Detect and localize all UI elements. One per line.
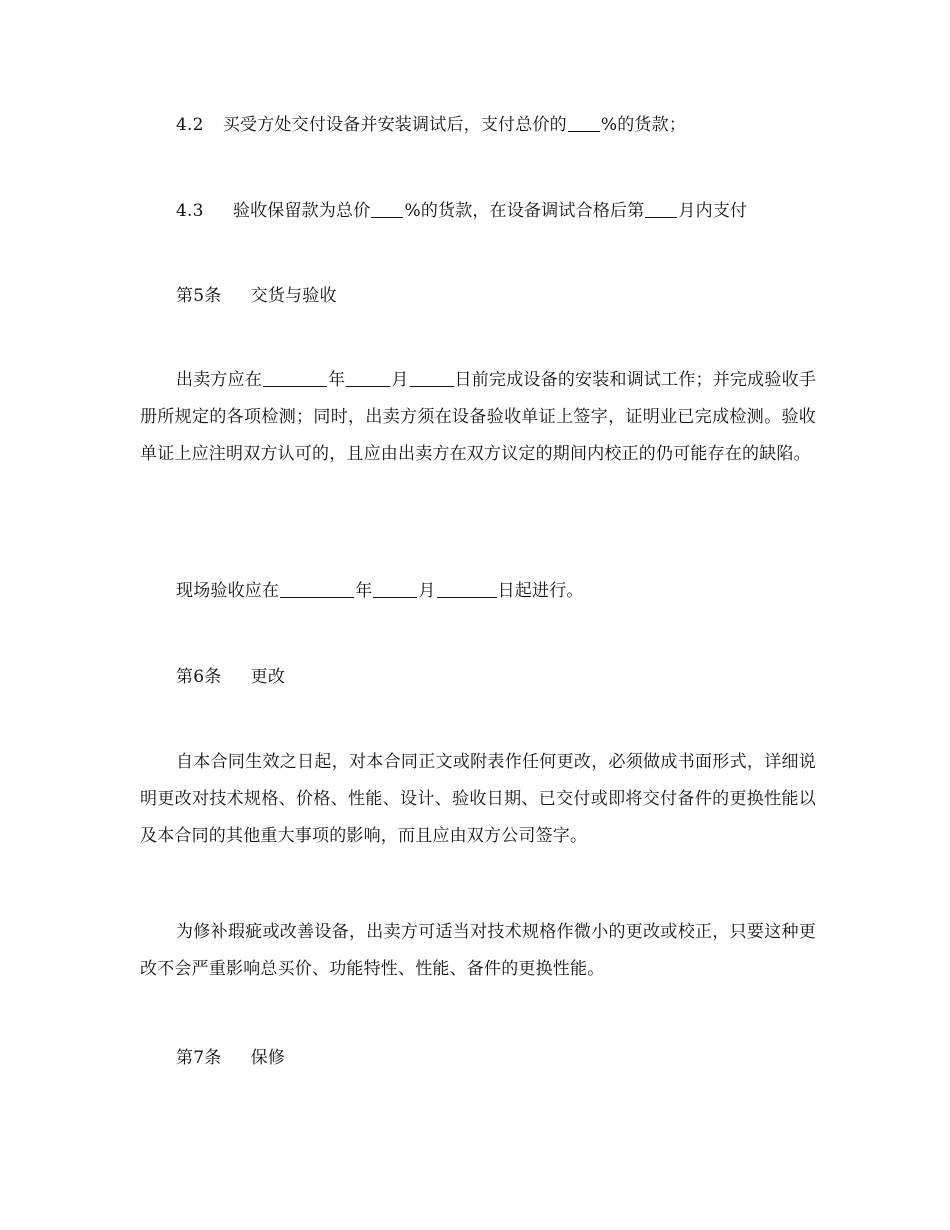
clause-5-p2-seg-3: 月	[418, 581, 436, 601]
item-4-3-text-before: 验收保留款为总价	[232, 201, 371, 221]
clause-6-number: 第6条	[176, 667, 222, 687]
clause-5-p2-seg-1: 现场验收应在	[176, 581, 280, 601]
item-4-2-text-after: %的货款；	[600, 115, 687, 135]
clause-5-paragraph-2	[140, 573, 816, 610]
clause-6-paragraph-2: 为修补瑕疵或改善设备，出卖方可适当对技术规格作微小的更改或校正，只要这种更改不会严重影响总买价、功能特性、性能、备件的更换性能。	[140, 922, 816, 979]
blank-line	[410, 369, 454, 387]
item-4-2-number: 4.2	[176, 115, 204, 135]
clause-7-title: 保修	[250, 1048, 286, 1068]
blank-line	[346, 369, 390, 387]
clause-6-paragraph-1: 自本合同生效之日起，对本合同正文或附表作任何更改，必须做成书面形式，详细说明更改对技术规格、价格、性能、设计、验收日期、已交付或即将交付备件的更换性能以及本合同的其他重大事项的影响，而且应由双方公司签字。	[140, 752, 816, 846]
clause-5-p2-seg-4: 日起进行。	[497, 581, 584, 601]
clause-6-title: 更改	[250, 667, 286, 687]
item-4-3-text-middle: %的货款，在设备调试合格后第	[404, 201, 645, 221]
item-4-2-text-before: 买受方处交付设备并安装调试后，支付总价的	[222, 115, 567, 135]
clause-5-heading	[140, 279, 852, 313]
item-4-3	[140, 194, 852, 228]
blank-line	[371, 200, 403, 218]
blank-line	[437, 580, 497, 598]
item-4-3-text-after: 月内支付	[678, 201, 748, 221]
clause-5-p2-seg-2: 年	[355, 581, 373, 601]
clause-7-heading	[140, 1041, 852, 1075]
blank-line	[280, 580, 354, 598]
item-4-2	[140, 108, 852, 142]
blank-line	[568, 114, 600, 132]
clause-5-p1-seg-3: 月	[391, 370, 409, 390]
clause-5-p1-seg-1: 出卖方应在	[176, 370, 263, 390]
clause-7-number: 第7条	[176, 1048, 222, 1068]
clause-5-paragraph-1	[140, 362, 816, 473]
blank-line	[263, 369, 327, 387]
blank-line	[645, 200, 677, 218]
clause-6-heading	[140, 660, 852, 694]
item-4-3-number: 4.3	[176, 201, 204, 221]
clause-5-p1-seg-4: 日前完成设备的安装和调试工作；并完成验收手册所规定的各项检测；同时，出卖方须在设备验收单证上签字，证明业已完成检测。验收单证上应注明双方认可的，且应由出卖方在双方议定的期间内校正的仍可能存在的缺陷。	[140, 370, 817, 464]
clause-5-title: 交货与验收	[250, 286, 337, 306]
blank-line	[373, 580, 417, 598]
clause-5-p1-seg-2: 年	[328, 370, 346, 390]
clause-5-number: 第5条	[176, 286, 222, 306]
